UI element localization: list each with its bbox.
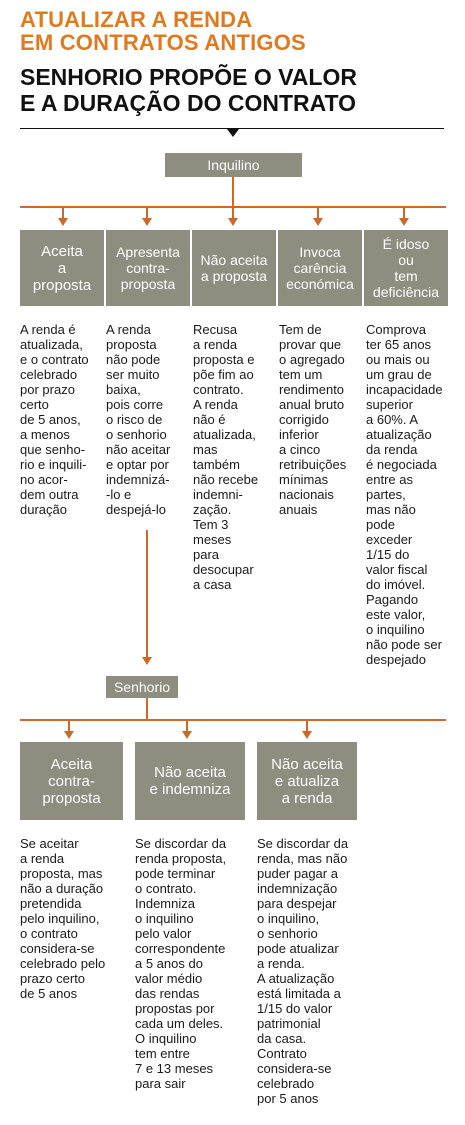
subtitle bbox=[20, 64, 460, 116]
text-line: A renda bbox=[193, 397, 238, 412]
text-line: pode bbox=[366, 517, 395, 532]
text-line: provar que bbox=[279, 337, 342, 352]
text-line: atualizada, bbox=[20, 337, 83, 352]
text-line: pode atualizar bbox=[257, 941, 339, 956]
text-line: o senhorio bbox=[106, 427, 167, 442]
main-title bbox=[20, 8, 460, 54]
text-line: Recusa bbox=[193, 322, 238, 337]
text-line: para despejar bbox=[257, 896, 337, 911]
option-label: Não aceita bbox=[271, 755, 343, 773]
text-line: rio e inquili- bbox=[20, 457, 87, 472]
option-label: Apresenta bbox=[116, 244, 180, 260]
option-label: proposta bbox=[42, 789, 101, 807]
text-line: anual bruto bbox=[279, 397, 345, 412]
text-line: de 5 anos, bbox=[20, 412, 81, 427]
text-line: o risco de bbox=[106, 412, 163, 427]
text-line: atualização bbox=[366, 427, 432, 442]
option-label: tem bbox=[394, 268, 418, 284]
text-line: Tem de bbox=[279, 322, 322, 337]
text-line: exceder bbox=[366, 532, 413, 547]
text-line: e optar por bbox=[106, 457, 169, 472]
text-line: pelo valor bbox=[135, 926, 192, 941]
text-line: a 60%. A bbox=[366, 412, 419, 427]
text-line: Se discordar da bbox=[135, 836, 227, 851]
option-label: proposta bbox=[32, 276, 92, 294]
option-label: a bbox=[57, 259, 67, 277]
text-line: a renda. bbox=[257, 956, 305, 971]
text-line: duração bbox=[20, 502, 67, 517]
senhorio-box-aceita bbox=[20, 742, 123, 820]
text-line: correspondente bbox=[135, 941, 226, 956]
text-line: ou mais ou bbox=[366, 352, 430, 367]
text-line: A atualização bbox=[257, 971, 335, 986]
text-line: A renda é bbox=[20, 322, 76, 337]
down-arrow-icon bbox=[142, 218, 152, 226]
text-line: certo bbox=[20, 397, 49, 412]
text-line: o inquilino bbox=[135, 911, 194, 926]
option-label: a renda bbox=[281, 789, 333, 807]
option-label: deficiência bbox=[372, 284, 440, 300]
down-arrow-icon bbox=[64, 731, 74, 739]
text-line: não pode bbox=[106, 352, 161, 367]
option-label: e indemniza bbox=[149, 781, 231, 798]
text-line: Pagando bbox=[366, 592, 419, 607]
option-box-contra-proposta bbox=[106, 230, 190, 306]
text-line: é negociada bbox=[366, 457, 437, 472]
text-line: Tem 3 bbox=[193, 517, 229, 532]
text-line: não aceitar bbox=[106, 442, 171, 457]
down-arrow-icon bbox=[302, 731, 312, 739]
text-line: o senhorio bbox=[257, 926, 318, 941]
text-line: para sair bbox=[135, 1076, 186, 1091]
option-label: e atualiza bbox=[274, 772, 340, 790]
text-line: este valor, bbox=[366, 607, 426, 622]
down-arrow-icon bbox=[399, 218, 409, 226]
text-line: pois corre bbox=[106, 397, 164, 412]
senhorio-box-indemniza bbox=[135, 742, 245, 820]
text-line: superior bbox=[366, 397, 413, 412]
text-line: indemnizá- bbox=[106, 472, 170, 487]
text-line: contrato. bbox=[193, 382, 244, 397]
text-line: do imóvel. bbox=[366, 577, 426, 592]
text-line: cada um deles. bbox=[135, 1016, 224, 1031]
text-line: o inquilino, bbox=[257, 911, 320, 926]
text-line: valor médio bbox=[135, 971, 203, 986]
text-line: atualizada, bbox=[193, 427, 256, 442]
down-arrow-icon bbox=[58, 218, 68, 226]
senhorio-text-aceita bbox=[20, 836, 132, 1001]
option-text-carencia bbox=[279, 322, 365, 517]
down-arrow-icon bbox=[182, 731, 192, 739]
text-line: o inquilino bbox=[366, 622, 425, 637]
text-line: ter 65 anos bbox=[366, 337, 432, 352]
option-label: Invoca bbox=[299, 244, 341, 260]
text-line: prazo certo bbox=[20, 971, 86, 986]
text-line: celebrado pelo bbox=[20, 956, 106, 971]
option-label: contra- bbox=[48, 772, 95, 790]
senhorio-box bbox=[106, 676, 178, 698]
option-label: a proposta bbox=[200, 268, 268, 284]
text-line: celebrado bbox=[20, 367, 78, 382]
option-text-contra-proposta bbox=[106, 322, 192, 517]
option-label: proposta bbox=[120, 276, 176, 292]
option-label: carência bbox=[293, 260, 347, 276]
text-line: Indemniza bbox=[135, 896, 195, 911]
subtitle-line2: E A DURAÇÃO DO CONTRATO bbox=[20, 90, 357, 116]
text-line: a renda bbox=[193, 337, 238, 352]
text-line: pelo inquilino, bbox=[20, 911, 100, 926]
option-label: É idoso bbox=[382, 236, 430, 252]
senhorio-text-atualiza bbox=[257, 836, 375, 1106]
text-line: 7 e 13 meses bbox=[135, 1061, 214, 1076]
text-line: tem entre bbox=[135, 1046, 190, 1061]
text-line: considera-se bbox=[257, 1061, 332, 1076]
down-arrow-icon bbox=[228, 218, 238, 226]
text-line: anuais bbox=[279, 502, 318, 517]
senhorio-box-atualiza bbox=[257, 742, 357, 820]
text-line: e o contrato bbox=[20, 352, 89, 367]
text-line: mas não bbox=[366, 502, 416, 517]
text-line: Se discordar da bbox=[257, 836, 349, 851]
text-line: entre as bbox=[366, 472, 413, 487]
text-line: para bbox=[193, 547, 220, 562]
option-box-aceita-proposta bbox=[20, 230, 104, 306]
text-line: desocupar bbox=[193, 562, 254, 577]
text-line: está limitada a bbox=[257, 986, 341, 1001]
option-text-idoso bbox=[366, 322, 458, 667]
connector bbox=[232, 177, 234, 207]
senhorio-text-indemniza bbox=[135, 836, 253, 1091]
text-line: nacionais bbox=[279, 487, 334, 502]
text-line: propostas por bbox=[135, 1001, 215, 1016]
text-line: da renda bbox=[366, 442, 418, 457]
text-line: da casa. bbox=[257, 1031, 307, 1046]
text-line: proposta bbox=[106, 337, 157, 352]
text-line: renda, mas não bbox=[257, 851, 348, 866]
text-line: renda proposta, bbox=[135, 851, 227, 866]
text-line: 1/15 do bbox=[366, 547, 410, 562]
text-line: indemni- bbox=[193, 487, 243, 502]
text-line: proposta, mas bbox=[20, 866, 103, 881]
text-line: não recebe bbox=[193, 472, 259, 487]
text-line: zação. bbox=[193, 502, 232, 517]
text-line: o contrato bbox=[20, 926, 78, 941]
text-line: Comprova bbox=[366, 322, 426, 337]
text-line: um grau de bbox=[366, 367, 432, 382]
text-line: meses bbox=[193, 532, 232, 547]
text-line: não pode ser bbox=[366, 637, 442, 652]
option-text-nao-aceita bbox=[193, 322, 279, 592]
option-box-idoso bbox=[364, 230, 448, 306]
text-line: ser muito bbox=[106, 367, 160, 382]
text-line: A renda bbox=[106, 322, 151, 337]
text-line: a cinco bbox=[279, 442, 321, 457]
text-line: O inquilino bbox=[135, 1031, 197, 1046]
text-line: de 5 anos bbox=[20, 986, 78, 1001]
text-line: também bbox=[193, 457, 240, 472]
text-line: dem outra bbox=[20, 487, 79, 502]
main-title-line2: EM CONTRATOS ANTIGOS bbox=[20, 30, 306, 55]
text-line: despejá-lo bbox=[106, 502, 166, 517]
subtitle-line1: SENHORIO PROPÕE O VALOR bbox=[20, 64, 357, 90]
text-line: no acor- bbox=[20, 472, 68, 487]
inquilino-label: Inquilino bbox=[207, 157, 260, 173]
text-line: patrimonial bbox=[257, 1016, 321, 1031]
down-arrow-icon bbox=[142, 657, 152, 665]
inquilino-box bbox=[165, 153, 302, 177]
branch-line-senhorio bbox=[20, 719, 446, 721]
text-line: inferior bbox=[279, 427, 319, 442]
text-line: valor fiscal bbox=[366, 562, 428, 577]
text-line: a menos bbox=[20, 427, 70, 442]
down-arrow-icon bbox=[313, 218, 323, 226]
text-line: indemnização bbox=[257, 881, 338, 896]
text-line: a casa bbox=[193, 577, 232, 592]
text-line: não é bbox=[193, 412, 226, 427]
text-line: o agregado bbox=[279, 352, 345, 367]
text-line: despejado bbox=[366, 652, 426, 667]
option-box-nao-aceita bbox=[192, 230, 276, 306]
text-line: partes, bbox=[366, 487, 406, 502]
text-line: retribuições bbox=[279, 457, 347, 472]
text-line: corrigido bbox=[279, 412, 329, 427]
text-line: mas bbox=[193, 442, 218, 457]
text-line: celebrado bbox=[257, 1076, 315, 1091]
text-line: rendimento bbox=[279, 382, 345, 397]
text-line: põe fim ao bbox=[193, 367, 254, 382]
text-line: pretendida bbox=[20, 896, 82, 911]
text-line: proposta e bbox=[193, 352, 255, 367]
option-label: Não aceita bbox=[200, 252, 268, 268]
text-line: Se aceitar bbox=[20, 836, 79, 851]
text-line: das rendas bbox=[135, 986, 200, 1001]
text-line: Contrato bbox=[257, 1046, 307, 1061]
text-line: tem um bbox=[279, 367, 323, 382]
option-box-carencia bbox=[278, 230, 362, 306]
option-label: contra- bbox=[126, 260, 170, 276]
text-line: considera-se bbox=[20, 941, 95, 956]
connector bbox=[146, 530, 148, 658]
text-line: mínimas bbox=[279, 472, 329, 487]
option-label: Aceita bbox=[41, 242, 83, 260]
option-label: económica bbox=[286, 276, 354, 292]
text-line: o contrato. bbox=[135, 881, 197, 896]
text-line: baixa, bbox=[106, 382, 141, 397]
text-line: puder pagar a bbox=[257, 866, 338, 881]
option-label: Aceita bbox=[50, 755, 93, 773]
text-line: por prazo bbox=[20, 382, 75, 397]
text-line: não a duração bbox=[20, 881, 104, 896]
text-line: que senho- bbox=[20, 442, 86, 457]
text-line: 1/15 do valor bbox=[257, 1001, 333, 1016]
main-title-line1: ATUALIZAR A RENDA bbox=[20, 7, 253, 32]
text-line: incapacidade bbox=[366, 382, 443, 397]
option-label: Não aceita bbox=[154, 764, 226, 781]
senhorio-label: Senhorio bbox=[113, 679, 171, 695]
text-line: a 5 anos do bbox=[135, 956, 203, 971]
option-text-aceita-proposta bbox=[20, 322, 106, 517]
text-line: a renda bbox=[20, 851, 65, 866]
connector bbox=[146, 698, 148, 720]
option-label: ou bbox=[398, 252, 414, 268]
text-line: -lo e bbox=[106, 487, 132, 502]
text-line: pode terminar bbox=[135, 866, 216, 881]
text-line: por 5 anos bbox=[257, 1091, 319, 1106]
down-arrow-icon bbox=[227, 129, 239, 137]
